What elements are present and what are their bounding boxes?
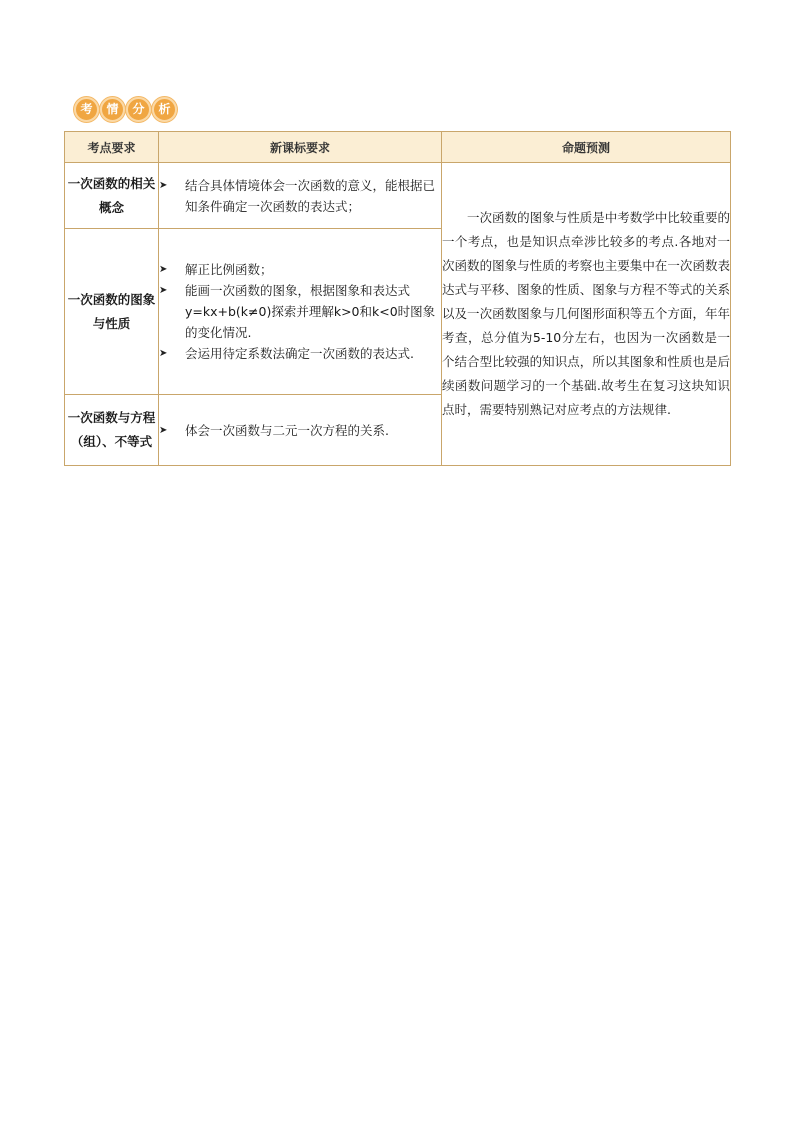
requirements-cell [159, 229, 442, 395]
arrow-bullet-icon: ➤ [159, 264, 168, 275]
requirement-item [159, 259, 441, 280]
requirement-text: 体会一次函数与二元一次方程的关系. [185, 422, 389, 438]
header-prediction: 命题预测 [442, 132, 731, 163]
header-topic: 考点要求 [65, 132, 159, 163]
requirement-text: 会运用待定系数法确定一次函数的表达式. [185, 346, 414, 361]
topic-cell: 一次函数与方程（组）、不等式 [65, 395, 159, 466]
header-requirements: 新课标要求 [159, 132, 442, 163]
table-header-row [65, 132, 731, 163]
topic-cell: 一次函数的图象与性质 [65, 229, 159, 395]
requirements-cell [159, 163, 442, 229]
section-badge [74, 96, 178, 122]
arrow-bullet-icon: ➤ [159, 424, 168, 436]
requirement-item [159, 420, 441, 441]
arrow-bullet-icon: ➤ [159, 179, 168, 191]
badge-char: 分 [126, 97, 151, 122]
requirement-item [159, 175, 441, 217]
badge-char: 析 [152, 97, 177, 122]
requirement-text: 结合具体情境体会一次函数的意义，能根据已知条件确定一次函数的表达式； [185, 177, 436, 214]
topic-cell: 一次函数的相关概念 [65, 163, 159, 229]
requirements-cell [159, 395, 442, 466]
requirement-item [159, 343, 441, 364]
table-row [65, 163, 731, 229]
requirement-item [159, 280, 441, 343]
requirement-text: 解正比例函数； [185, 262, 273, 277]
requirement-text: 能画一次函数的图象，根据图象和表达式y=kx+b(k≠0)探索并理解k>0和k<0时图象的变化情况. [185, 283, 436, 340]
arrow-bullet-icon: ➤ [159, 348, 168, 359]
badge-char: 情 [100, 97, 125, 122]
exam-analysis-table [64, 131, 731, 466]
arrow-bullet-icon: ➤ [159, 285, 168, 296]
badge-char: 考 [74, 97, 99, 122]
prediction-cell: 一次函数的图象与性质是中考数学中比较重要的一个考点，也是知识点牵涉比较多的考点.各地对一次函数的图象与性质的考察也主要集中在一次函数表达式与平移、图象的性质、图象与方程不等式的关系以及一次函数图象与几何图形面积等五个方面，年年考查，总分值为5-10分左右，也因为一次函数是一个结合型比较强的知识点，所以其图象和性质也是后续函数问题学习的一个基础.故考生在复习这块知识点时，需要特别熟记对应考点的方法规律. [442, 163, 731, 466]
